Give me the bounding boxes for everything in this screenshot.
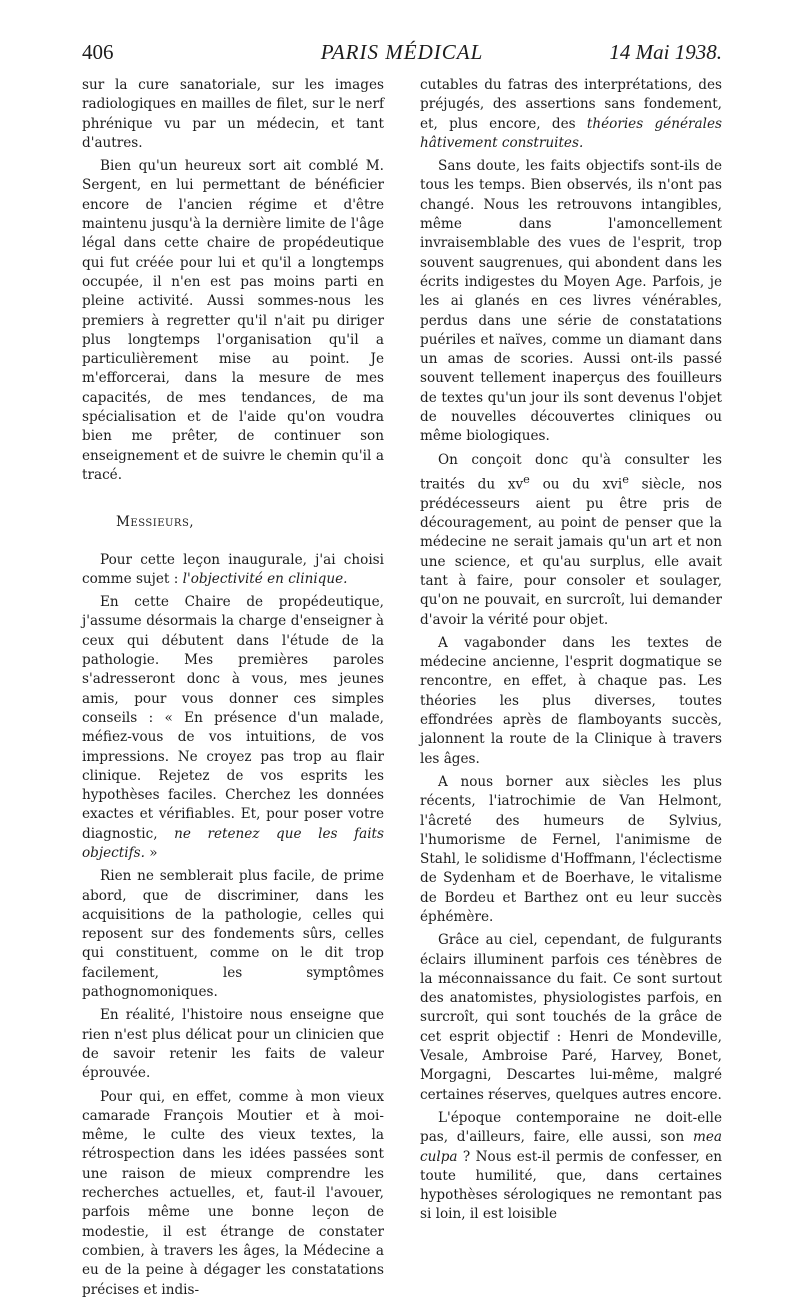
paragraph (420, 451, 722, 630)
right-column (420, 76, 722, 1229)
paragraph-text: siècle, nos prédécesseurs aient pu être pris de découragement, au point de penser que la médecine ne serait jamais qu'un art et non une science, et qu'au surplus, elle avait tant à faire, pour consoler et soulager, qu'on ne pouvait, en surcroît, lui demander d'avoir la vérité pour objet. (420, 476, 722, 628)
paragraph: sur la cure sanatoriale, sur les images radiologiques en mailles de filet, sur le nerf phrénique vu par un médecin, et tant d'autres. (82, 77, 384, 151)
paragraph-text: » (144, 844, 158, 861)
paragraph (82, 593, 384, 863)
paragraph-text: ? Nous est-il permis de confesser, en toute humilité, que, dans certaines hypothèses sérologiques ne remontant pas si loin, il est loisible (420, 1148, 722, 1223)
emphasis: l'objectivité en clinique. (182, 570, 348, 587)
paragraph-text: L'époque contemporaine ne doit-elle pas, d'ailleurs, faire, elle aussi, son (420, 1109, 722, 1146)
paragraph: Grâce au ciel, cependant, de fulgurants éclairs illuminent parfois ces ténèbres de la méconnaissance du fait. Ce sont surtout des anatomistes, physiologistes parfois, en surcroît, qui sont touchés de la grâce de cet esprit objectif : Henri de Mondeville, Vesale, Ambroise Paré, Harvey, Bonet, Morgagni, Descartes lui-même, malgré certaines réserves, quelques autres encore. (420, 932, 722, 1103)
paragraph: Sans doute, les faits objectifs sont-ils de tous les temps. Bien observés, ils n'ont pas changé. Nous les retrouvons intangibles, même dans l'amoncellement invraisemblable des vues de l'esprit, trop souvent saugrenues, qui abondent dans les écrits indigestes du Moyen Age. Parfois, je les ai glanés en ces livres vénérables, perdus dans une série de constatations puériles et naïves, comme un diamant dans un amas de scories. Aussi ont-ils passé souvent tellement inaperçus des fouilleurs de textes qu'un jour ils sont devenus l'objet de nouvelles découvertes cliniques ou même biologiques. (420, 158, 722, 445)
paragraph-text: ou du xvi (529, 476, 623, 493)
paragraph-text: En cette Chaire de propédeutique, j'assume désormais la charge d'enseigner à ceux qui débutent dans l'étude de la pathologie. Mes premières paroles s'adresseront donc à vous, mes jeunes amis, pour vous donner ces simples conseils : « En présence d'un malade, méfiez-vous de vos intuitions, de vos impressions. Ne croyez pas trop au flair clinique. Rejetez de vos esprits les hypothèses faciles. Cherchez les données exactes et vérifiables. Et, pour poser votre diagnostic, (82, 594, 384, 842)
issue-date: 14 Mai 1938. (609, 40, 722, 64)
superscript: e (523, 471, 530, 486)
emphasis: mea culpa (420, 1129, 722, 1165)
emphasis: théories générales hâtivement construites. (420, 115, 722, 151)
paragraph-text: cutables du fatras des interprétations, des préjugés, des assertions sans fondement, et, plus encore, des (420, 77, 722, 132)
paragraph: Bien qu'un heureux sort ait comblé M. Sergent, en lui permettant de bénéficier encore de l'ancien régime et d'être maintenu jusqu'à la dernière limite de l'âge légal dans cette chaire de propédeutique qui fut créée pour lui et qu'il a longtemps occupée, il n'en est pas moins parti en pleine activité. Aussi sommes-nous les premiers à regretter qu'il n'ait pu diriger plus longtemps l'organisation qu'il a particulièrement mise au point. Je m'efforcerai, dans la mesure de mes capacités, de mes tendances, de ma spécialisation et de l'aide qu'on voudra bien me prêter, de continuer son enseignement et de suivre le chemin qu'il a tracé. (82, 158, 384, 483)
paragraph (82, 551, 384, 590)
paragraph: En réalité, l'histoire nous enseigne que rien n'est plus délicat pour un clinicien que de savoir retenir les faits de valeur éprouvée. (82, 1007, 384, 1082)
paragraph (420, 1109, 722, 1225)
paragraph: A nous borner aux siècles les plus récents, l'iatrochimie de Van Helmont, l'âcreté des humeurs de Sylvius, l'humorisme de Fernel, l'animisme de Stahl, le solidisme d'Hoffmann, l'éclectisme de Sydenham et de Boerhave, le vitalisme de Bordeu et Barthez ont eu leur succès éphémère. (420, 773, 722, 925)
paragraph-text: On conçoit donc qu'à consulter les traités du xv (420, 451, 722, 493)
salutation: Messieurs, (116, 514, 195, 531)
paragraph: Pour qui, en effet, comme à mon vieux camarade François Moutier et à moi-même, le culte des vieux textes, la rétrospection dans les idées passées sont une raison de mieux comprendre les recherches actuelles, et, faut-il l'avouer, parfois même une bonne leçon de modestie, il est étrange de constater combien, à travers les âges, la Médecine a eu de la peine à dégager les constatations précises et indis- (82, 1088, 384, 1298)
left-column (82, 76, 384, 1304)
page-number: 406 (82, 40, 114, 64)
paragraph (420, 76, 722, 153)
paragraph-text: Pour cette leçon inaugurale, j'ai choisi comme sujet : (82, 551, 384, 587)
page-header (82, 40, 722, 70)
journal-title: PARIS MÉDICAL (320, 40, 484, 64)
paragraph: Rien ne semblerait plus facile, de prime abord, que de discriminer, dans les acquisitions de la pathologie, celles qui reposent sur des fondements sûrs, celles qui constituent, comme on le dit trop facilement, les symptômes pathognomoniques. (82, 868, 384, 1001)
paragraph: A vagabonder dans les textes de médecine ancienne, l'esprit dogmatique se rencontre, en effet, à chaque pas. Les théories les plus diverses, toutes effondrées après de flamboyants succès, jalonnent la route de la Clinique à travers les âges. (420, 634, 722, 767)
emphasis: ne retenez que les faits objectifs. (82, 825, 384, 861)
superscript: e (622, 471, 629, 486)
